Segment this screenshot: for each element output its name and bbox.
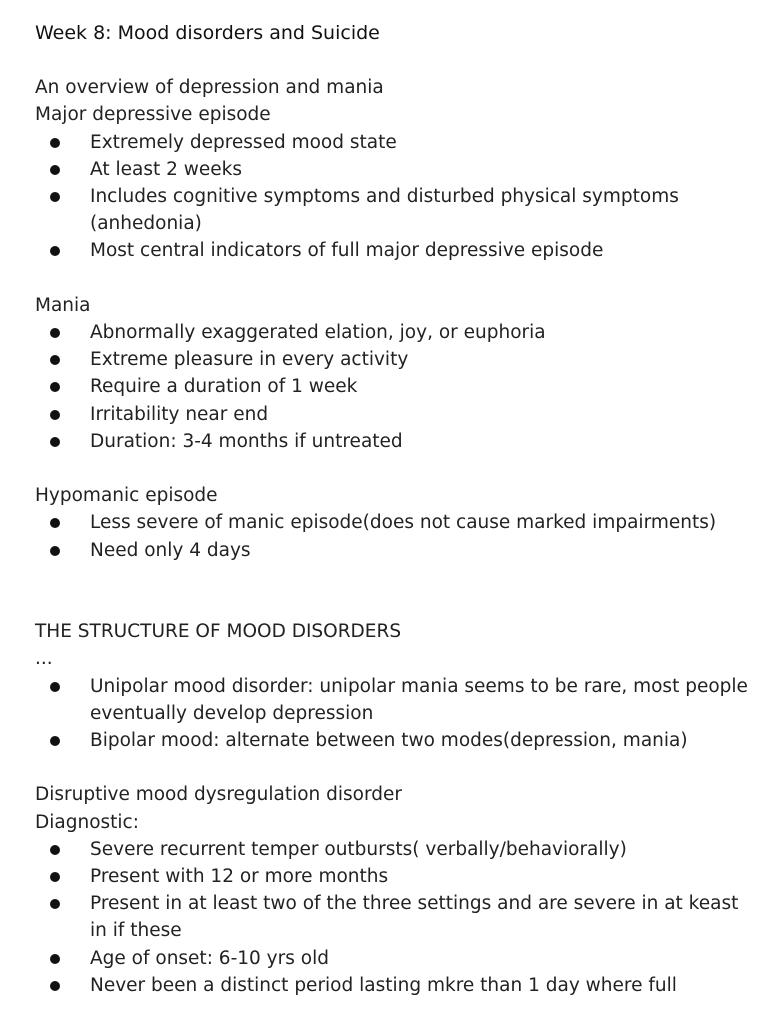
structure-heading: THE STRUCTURE OF MOOD DISORDERS [35, 621, 402, 643]
structure-list [35, 673, 750, 755]
list-item: Abnormally exaggerated elation, joy, or euphoria [35, 319, 750, 346]
list-item: Less severe of manic episode(does not cause marked impairments) [35, 509, 750, 536]
list-item: Present with 12 or more months [35, 863, 750, 890]
list-item: Irritability near end [35, 401, 750, 428]
hypomanic-heading: Hypomanic episode [35, 485, 218, 507]
diagnostic-heading: Diagnostic: [35, 811, 139, 833]
bullet-icon [50, 682, 60, 692]
document-body [35, 20, 750, 999]
major-depressive-episode-heading: Major depressive episode [35, 104, 271, 126]
bullet-icon [50, 382, 60, 392]
list-item: Never been a distinct period lasting mkre than 1 day where full [35, 972, 750, 999]
major-depressive-list [35, 129, 750, 265]
bullet-icon [50, 899, 60, 909]
spacer [35, 455, 750, 482]
list-item: Duration: 3-4 months if untreated [35, 428, 750, 455]
bullet-icon [50, 410, 60, 420]
list-item: Bipolar mood: alternate between two modes(depression, mania) [35, 727, 750, 754]
spacer [35, 754, 750, 781]
list-item: Present in at least two of the three settings and are severe in at keast in if these [35, 890, 750, 944]
list-item: Extremely depressed mood state [35, 129, 750, 156]
bullet-icon [50, 328, 60, 338]
bullet-icon [50, 546, 60, 556]
bullet-icon [50, 736, 60, 746]
bullet-icon [50, 954, 60, 964]
hypomanic-list [35, 509, 750, 563]
list-item: Extreme pleasure in every activity [35, 346, 750, 373]
bullet-icon [50, 437, 60, 447]
bullet-icon [50, 518, 60, 528]
page-title: Week 8: Mood disorders and Suicide [35, 22, 380, 44]
mania-heading: Mania [35, 294, 91, 316]
list-item: At least 2 weeks [35, 156, 750, 183]
bullet-icon [50, 246, 60, 256]
bullet-icon [50, 355, 60, 365]
bullet-icon [50, 192, 60, 202]
mania-list [35, 319, 750, 455]
spacer [35, 564, 750, 618]
bullet-icon [50, 165, 60, 175]
dmdd-heading: Disruptive mood dysregulation disorder [35, 784, 403, 806]
bullet-icon [50, 872, 60, 882]
list-item: Unipolar mood disorder: unipolar mania seems to be rare, most people eventually develop depression [35, 673, 750, 727]
bullet-icon [50, 981, 60, 991]
list-item: Age of onset: 6-10 yrs old [35, 945, 750, 972]
list-item: Require a duration of 1 week [35, 373, 750, 400]
ellipsis-text: ... [35, 648, 53, 670]
overview-heading: An overview of depression and mania [35, 77, 384, 99]
list-item: Need only 4 days [35, 537, 750, 564]
spacer [35, 265, 750, 292]
spacer [35, 47, 750, 74]
bullet-icon [50, 845, 60, 855]
list-item: Most central indicators of full major depressive episode [35, 237, 750, 264]
list-item: Includes cognitive symptoms and disturbed physical symptoms (anhedonia) [35, 183, 750, 237]
dmdd-list [35, 836, 750, 999]
list-item: Severe recurrent temper outbursts( verbally/behaviorally) [35, 836, 750, 863]
bullet-icon [50, 138, 60, 148]
